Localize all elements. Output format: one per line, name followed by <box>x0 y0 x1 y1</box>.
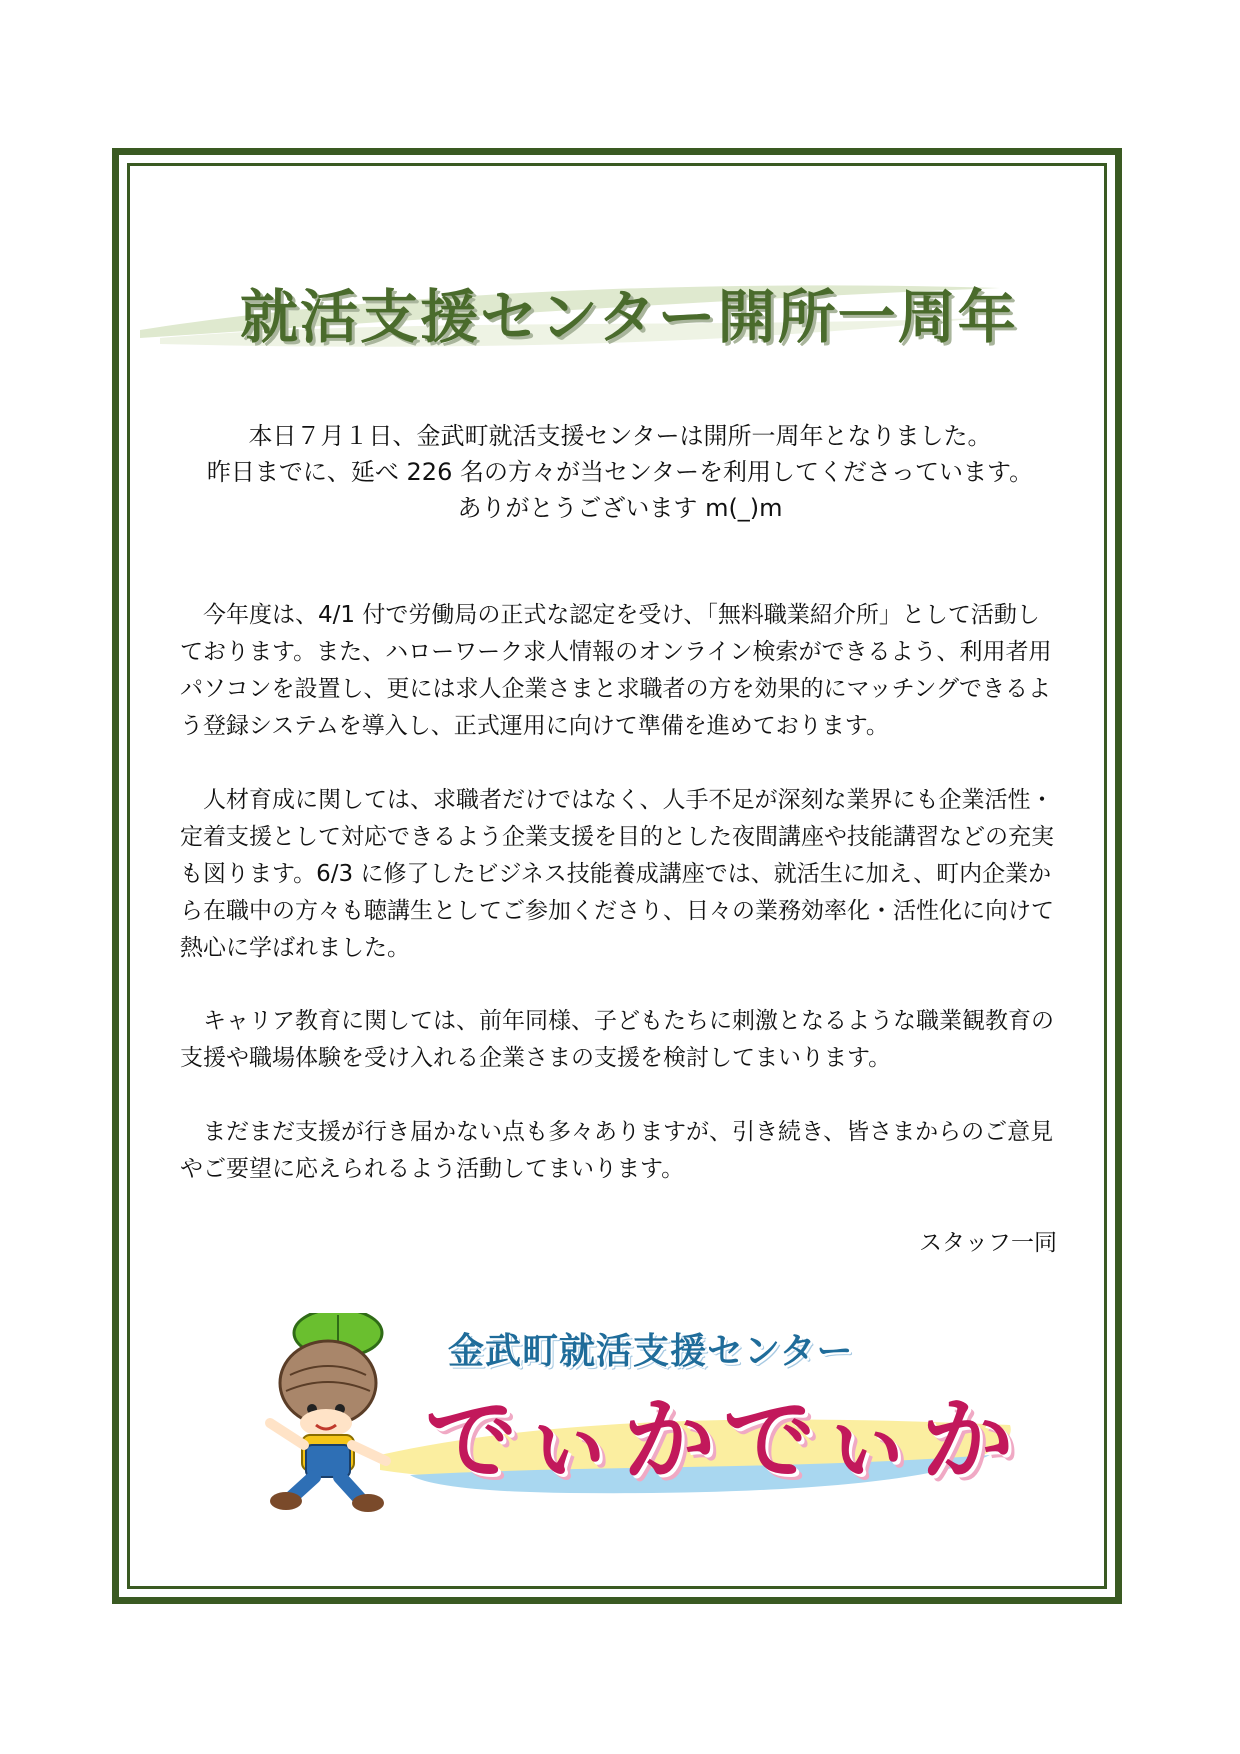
heading-banner <box>140 258 1018 378</box>
page-title: 就活支援センター開所一周年 <box>240 283 1018 351</box>
logo-nickname: でぃかでぃか <box>425 1387 1022 1494</box>
paragraph-closing: まだまだ支援が行き届かない点も多々ありますが、引き続き、皆さまからのご意見やご要望に応えられるよう活動してまいります。 <box>180 1119 1054 1182</box>
paragraph-career-education: キャリア教育に関しては、前年同様、子どもたちに刺激となるような職業観教育の支援や職場体験を受け入れる企業さまの支援を検討してまいります。 <box>180 1008 1054 1071</box>
logo-org-name: 金武町就活支援センター <box>448 1331 854 1372</box>
intro-block <box>180 418 1060 526</box>
paragraph-accreditation: 今年度は、4/1 付で労働局の正式な認定を受け、「無料職業紹介所」として活動しております。また、ハローワーク求人情報のオンライン検索ができるよう、利用者用パソコンを設置し、更には求人企業さまと求職者の方を効果的にマッチングできるよう登録システムを導入し、正式運用に向けて準備を進めております。 <box>180 602 1052 739</box>
signoff-staff: スタッフ一同 <box>919 1230 1057 1256</box>
center-logo <box>230 1305 1020 1515</box>
mascot-character-icon <box>230 1313 430 1513</box>
intro-line-1: 本日７月１日、金武町就活支援センターは開所一周年となりました。 <box>248 422 992 450</box>
paragraph-training: 人材育成に関しては、求職者だけではなく、人手不足が深刻な業界にも企業活性・定着支援として対応できるよう企業支援を目的とした夜間講座や技能講習などの充実も図ります。6/3 に修了したビジネス技能養成講座では、就活生に加え、町内企業から在職中の方々も聴講生としてご参加くださり、日々の業務効率化・活性化に向けて熱心に学ばれました。 <box>180 787 1054 961</box>
intro-line-3: ありがとうございます m(_)m <box>457 494 783 522</box>
intro-line-2: 昨日までに、延べ 226 名の方々が当センターを利用してくださっています。 <box>206 458 1034 486</box>
